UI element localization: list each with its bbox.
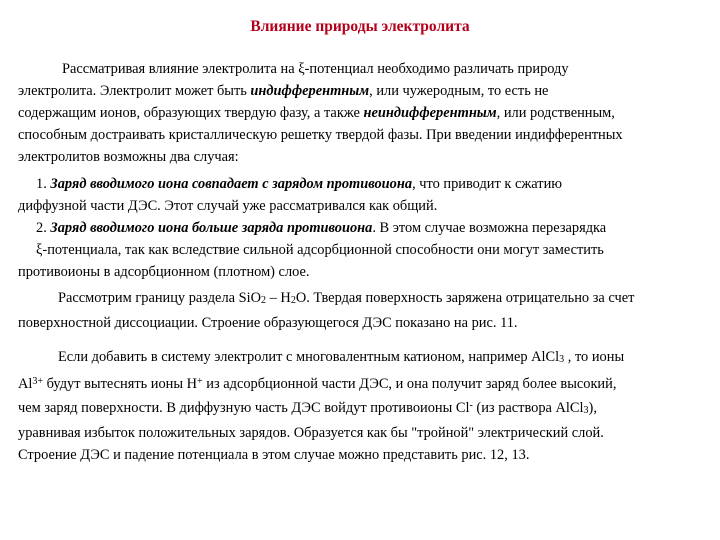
- case-1: 1. Заряд вводимого иона совпадает с зарядом противоиона, что приводит к сжатию: [36, 176, 563, 192]
- text-line: способным достраивать кристаллическую решетку твердой фазы. При введении индифферентных: [18, 127, 623, 143]
- text-line: Рассматривая влияние электролита на ξ-потенциал необходимо различать природу: [62, 61, 569, 77]
- emphasis-term: индифферентным: [250, 83, 370, 99]
- case-list: [18, 173, 708, 283]
- text-line: ξ-потенциала, так как вследствие сильной адсорбционной способности они могут заместить: [36, 242, 604, 258]
- case-2: 2. Заряд вводимого иона больше заряда противоиона. В этом случае возможна перезарядка: [36, 220, 607, 236]
- text-line: поверхностной диссоциации. Строение образующегося ДЭС показано на рис. 11.: [18, 315, 518, 331]
- case-2-emphasis: Заряд вводимого иона больше заряда противоиона: [50, 220, 373, 236]
- emphasis-term: неиндифферентным: [363, 105, 497, 121]
- paragraph-electrolyte-nature: [18, 58, 708, 168]
- paragraph-polyvalent-cation: [18, 346, 708, 466]
- case-1-emphasis: Заряд вводимого иона совпадает с зарядом противоиона: [50, 176, 413, 192]
- text-line: электролитов возможны два случая:: [18, 149, 239, 165]
- text-line: уравнивая избыток положительных зарядов. Образуется как бы "тройной" электрический слой.: [18, 425, 604, 441]
- text-line: чем заряд поверхности. В диффузную часть ДЭС войдут противоионы Cl- (из раствора AlCl3),: [18, 400, 597, 416]
- text-line: Строение ДЭС и падение потенциала в этом случае можно представить рис. 12, 13.: [18, 447, 530, 463]
- page-title: Влияние природы электролита: [250, 18, 470, 35]
- text-line: противоионы в адсорбционном (плотном) слое.: [18, 264, 310, 280]
- text-line: электролита. Электролит может быть индифферентным, или чужеродным, то есть не: [18, 83, 549, 99]
- text-line: диффузной части ДЭС. Этот случай уже рассматривался как общий.: [18, 198, 438, 214]
- text-line: $Al^{3+}$ будут вытеснять ионы H+ из адсорбционной части ДЭС, и она получит заряд более высокий,: [18, 376, 617, 392]
- text-line: Рассмотрим границу раздела SiO2 – H2O. Твердая поверхность заряжена отрицательно за счет: [58, 290, 635, 306]
- text-line: Если добавить в систему электролит с многовалентным катионом, например AlCl3 , то ионы: [58, 349, 625, 365]
- text-line: содержащим ионов, образующих твердую фазу, а также неиндифферентным, или родственным,: [18, 105, 615, 121]
- paragraph-sio2-boundary: [18, 287, 708, 334]
